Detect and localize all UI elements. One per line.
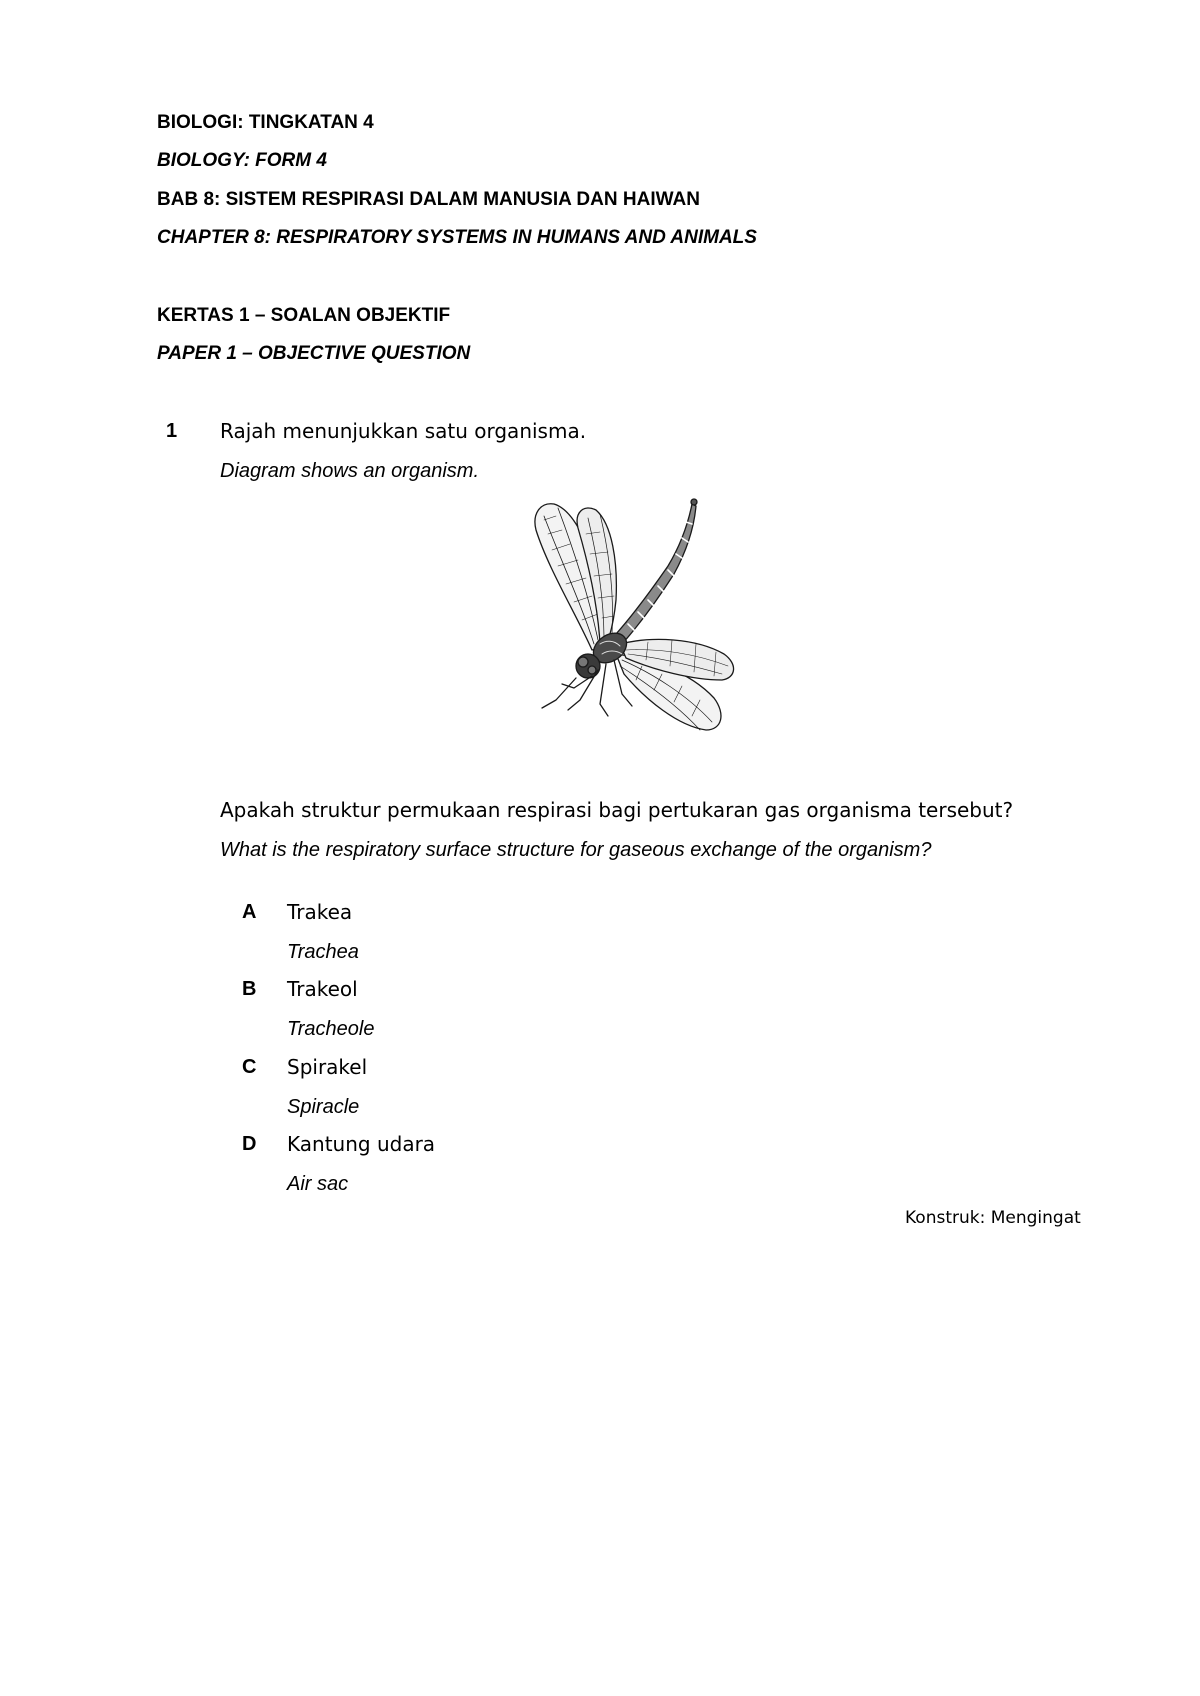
option-text-english: Tracheole — [287, 1018, 375, 1040]
dragonfly-illustration — [528, 494, 742, 744]
subject-title-english: BIOLOGY: FORM 4 — [157, 150, 327, 171]
option-text-malay: Spirakel — [287, 1055, 368, 1079]
option-letter: C — [242, 1056, 257, 1078]
construct-label: Konstruk: Mengingat — [905, 1208, 1081, 1228]
option-letter: B — [242, 978, 257, 1000]
option-text-malay: Trakea — [287, 900, 353, 924]
paper-title-malay: KERTAS 1 – SOALAN OBJEKTIF — [157, 305, 451, 326]
chapter-title-malay: BAB 8: SISTEM RESPIRASI DALAM MANUSIA DAN HAIWAN — [157, 189, 700, 210]
option-text-malay: Trakeol — [287, 977, 358, 1001]
abdomen — [616, 504, 696, 644]
option-text-english: Air sac — [287, 1173, 349, 1195]
question-number: 1 — [166, 420, 178, 442]
question-stem-malay: Apakah struktur permukaan respirasi bagi pertukaran gas organisma tersebut? — [220, 798, 1014, 822]
question-intro-malay: Rajah menunjukkan satu organisma. — [220, 419, 587, 443]
option-letter: D — [242, 1133, 257, 1155]
option-letter: A — [242, 901, 257, 923]
option-text-english: Trachea — [287, 941, 359, 963]
subject-title-malay: BIOLOGI: TINGKATAN 4 — [157, 112, 374, 133]
option-text-english: Spiracle — [287, 1096, 360, 1118]
option-text-malay: Kantung udara — [287, 1132, 436, 1156]
paper-title-english: PAPER 1 – OBJECTIVE QUESTION — [157, 343, 471, 364]
question-stem-english: What is the respiratory surface structure for gaseous exchange of the organism? — [220, 839, 932, 861]
question-intro-english: Diagram shows an organism. — [220, 460, 479, 482]
chapter-title-english: CHAPTER 8: RESPIRATORY SYSTEMS IN HUMANS AND ANIMALS — [157, 227, 757, 248]
